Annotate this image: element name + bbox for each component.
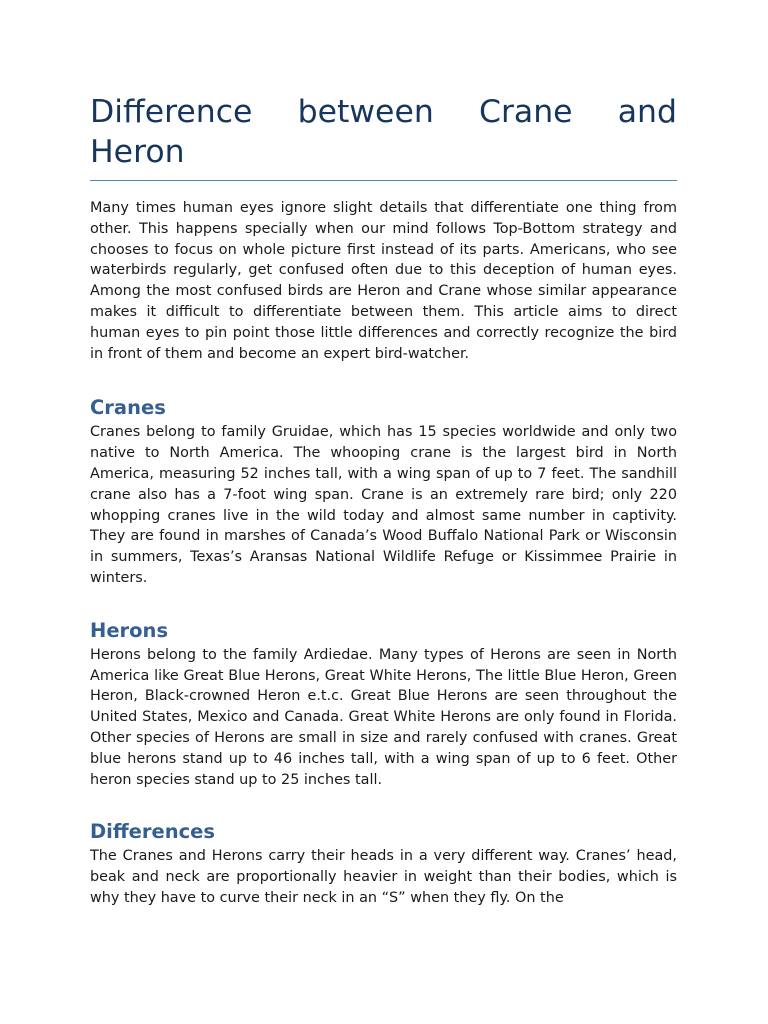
section-heading-herons: Herons [90,618,169,642]
section-heading-differences: Differences [90,820,216,844]
section-heading-cranes: Cranes [90,396,166,420]
document-title [90,92,677,181]
section-body-cranes: Cranes belong to family Gruidae, which has 15 species worldwide and only two native to North America. The whooping crane is the largest bird in North America, measuring 52 inches tall, with a wing span of up to 7 feet. The sandhill crane also has a 7-foot wing span. Crane is an extremely rare bird; only 220 whopping cranes live in the wild today and almost same number in captivity. They are found in marshes of Canada’s Wood Buffalo National Park or Wisconsin in summers, Texas’s Aransas National Wildlife Refuge or Kissimmee Prairie in winters. [90,424,677,586]
section-body-herons: Herons belong to the family Ardiedae. Many types of Herons are seen in North America like Great Blue Herons, Great White Herons, The little Blue Heron, Green Heron, Black-crowned Heron e.t.c. Great Blue Herons are seen throughout the United States, Mexico and Canada. Great White Herons are only found in Florida. Other species of Herons are small in size and rarely confused with cranes. Great blue herons stand up to 46 inches tall, with a wing span of up to 6 feet. Other heron species stand up to 25 inches tall. [90,646,677,788]
title-line-2: Heron [90,134,185,170]
document-page [90,92,677,909]
intro-paragraph: Many times human eyes ignore slight details that differentiate one thing from other. This happens specially when our mind follows Top-Bottom strategy and chooses to focus on whole picture first instead of its parts. Americans, who see waterbirds regularly, get confused often due to this deception of human eyes. Among the most confused birds are Heron and Crane whose similar appearance makes it difficult to differentiate between them. This article aims to direct human eyes to pin point those little differences and correctly recognize the bird in front of them and become an expert bird-watcher. [90,200,677,362]
title-line-1: Difference between Crane and [90,94,677,130]
section-body-differences: The Cranes and Herons carry their heads in a very different way. Cranes’ head, beak and neck are proportionally heavier in weight than their bodies, which is why they have to curve their neck in an “S” when they fly. On the [90,848,677,906]
